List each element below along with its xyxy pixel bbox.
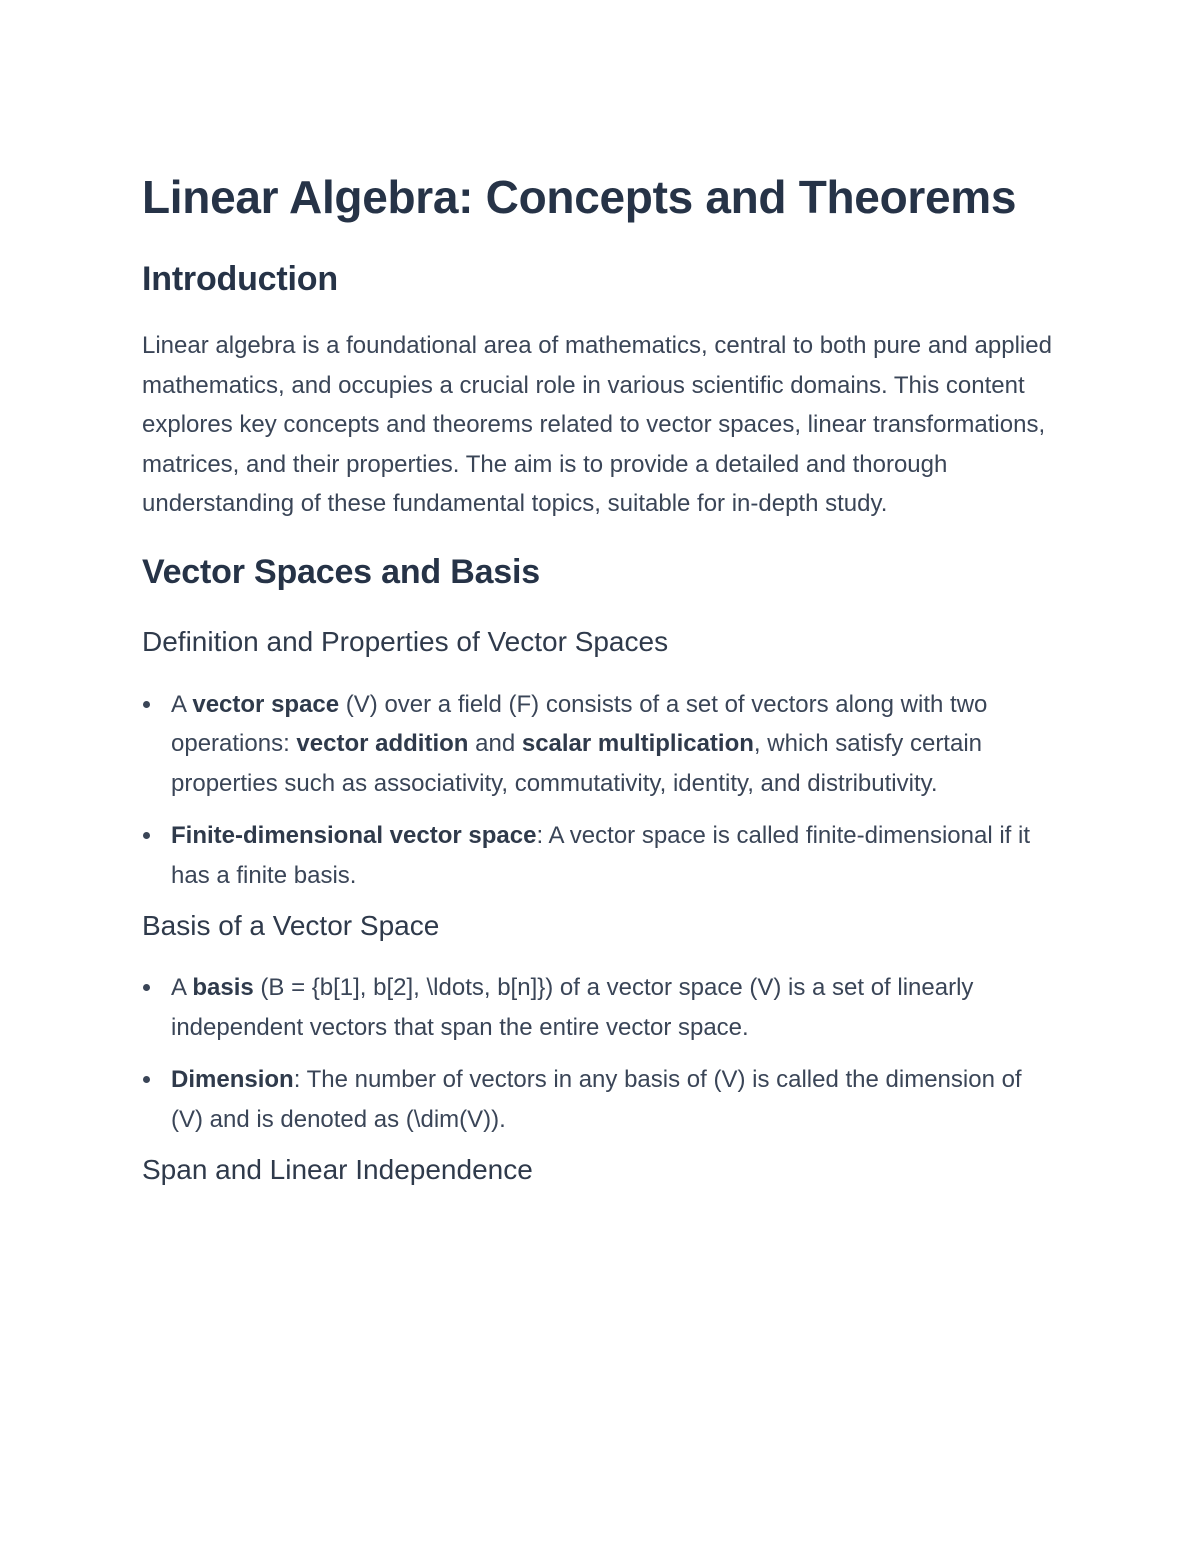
- bullet-icon: [143, 1076, 150, 1083]
- term-scalar-multiplication: scalar multiplication: [521, 730, 754, 757]
- vector-spaces-heading: Vector Spaces and Basis: [142, 552, 540, 591]
- span-subheading: Span and Linear Independence: [142, 1154, 533, 1185]
- list-item: A vector space (V) over a field (F) consists of a set of vectors along with two operations: vector addition and scalar multiplication, which satisfy certain properties such as associativity, commutativity, identity, and distributivity.: [142, 685, 1052, 804]
- bullet-icon: [143, 984, 150, 991]
- term-vector-addition: vector addition: [296, 730, 469, 757]
- introduction-paragraph: Linear algebra is a foundational area of mathematics, central to both pure and applied mathematics, and occupies a crucial role in various scientific domains. This content explores key concepts and theorems related to vector spaces, linear transformations, matrices, and their properties. The aim is to provide a detailed and thorough understanding of these fundamental topics, suitable for in-depth study.: [142, 332, 1052, 517]
- basis-list: [142, 968, 1052, 1139]
- bullet-icon: [143, 701, 150, 708]
- term-basis: basis: [192, 974, 254, 1001]
- term-vector-space: vector space: [192, 690, 340, 718]
- basis-subheading: Basis of a Vector Space: [142, 910, 440, 941]
- list-item: A basis (B = {b[1], b[2], \ldots, b[n]}) of a vector space (V) is a set of linearly independent vectors that span the entire vector space.: [142, 968, 1052, 1047]
- term-dimension: Dimension: [171, 1066, 294, 1093]
- list-item: Dimension: The number of vectors in any basis of (V) is called the dimension of (V) and is denoted as (\dim(V)).: [142, 1060, 1052, 1139]
- definition-subheading: Definition and Properties of Vector Spaces: [142, 625, 669, 657]
- document-page: [142, 165, 1052, 1188]
- document-title: Linear Algebra: Concepts and Theorems: [142, 171, 1017, 223]
- introduction-heading: Introduction: [142, 260, 338, 298]
- term-finite-dimensional: Finite-dimensional vector space: [171, 822, 537, 849]
- list-item: Finite-dimensional vector space: A vector space is called finite-dimensional if it has a finite basis.: [142, 816, 1052, 895]
- bullet-icon: [143, 832, 150, 839]
- definition-list: [142, 685, 1052, 896]
